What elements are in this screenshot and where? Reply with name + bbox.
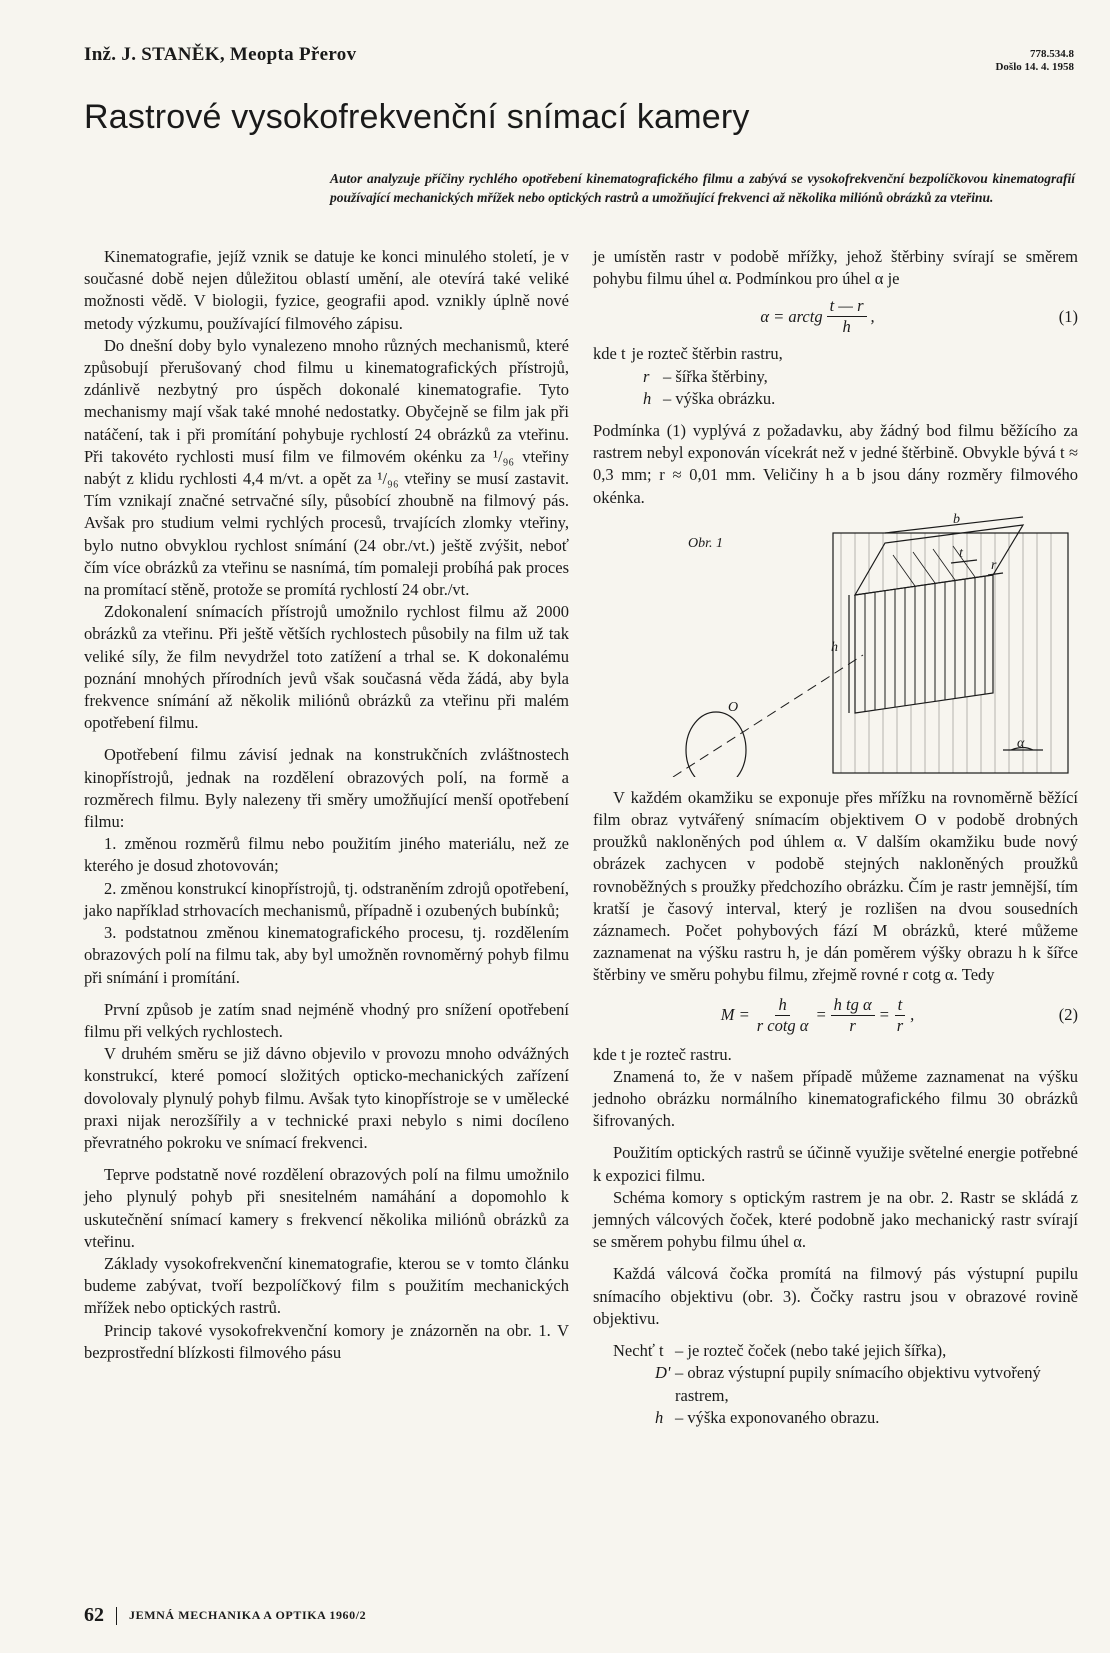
paragraph: Každá válcová čočka promítá na filmový pás výstupní pupilu snímacího objektivu (obr. 3). Čočky rastru jsou v obrazové rovině objektivu.: [593, 1264, 1078, 1328]
udc-code: 778.534.8: [1030, 48, 1074, 60]
left-column: [84, 246, 569, 1364]
paragraph: kde t je rozteč rastru.: [593, 1044, 732, 1064]
paragraph: Teprve podstatně nové rozdělení obrazových polí na filmu umožnilo jeho plynulý pohyb při snesitelném namáhání a dopomohlo k uskutečnění snímací kamery s frekvencí několika miliónů obrázků za vteřinu.: [84, 1165, 569, 1251]
paragraph: V druhém směru se již dávno objevilo v provozu mnoho odvážných konstrukcí, které pomocí složitých opticko-mechanických zařízení dovolovaly plynulý pohyb filmu. Avšak tyto kinopřístroje se v umělecké praxi nijak nerozšířily a v technické praxi nebylo s nimi docíleno převratného pokroku ve snímací frekvenci.: [84, 1044, 569, 1152]
definition-row: kde t je rozteč štěrbin rastru,: [593, 344, 783, 364]
definition-row: h – výška exponovaného obrazu.: [655, 1407, 880, 1427]
list-item: 1. změnou rozměrů filmu nebo použitím jiného materiálu, než ze kterého je dosud zhotovován;: [84, 834, 569, 876]
article-title: Rastrové vysokofrekvenční snímací kamery: [84, 98, 750, 136]
page-number: 62: [84, 1604, 104, 1626]
eq1-denominator: h: [842, 317, 851, 337]
figure-1: [593, 511, 1078, 777]
paragraph: Kinematografie, jejíž vznik se datuje ke konci minulého století, je v současné době nejen důležitou oblastí umění, ale otevírá také veliké možnosti vědě. V biologii, fyzice, geografii apod. vznikly úplně nové metody výzkumu, používající filmového zápisu.: [84, 247, 569, 333]
author-line: Inž. J. STANĚK, Meopta Přerov: [84, 44, 357, 65]
label-h: h: [831, 639, 838, 655]
eq1-fraction: [827, 296, 867, 337]
figure-caption: Obr. 1: [688, 535, 724, 551]
equation-1: α = arctg $\frac{t — r}{h}$ , (1): [760, 296, 1078, 337]
paragraph: Podmínka (1) vyplývá z požadavku, aby žádný bod filmu běžícího za rastrem nebyl exponován vícekrát než v jedné štěrbině. Obvykle bývá t ≈ 0,3 mm; r ≈ 0,01 mm. Veličiny h a b jsou dány rozměry filmového okénka.: [593, 421, 1078, 507]
equation-number: (2): [1058, 1005, 1078, 1025]
paragraph: Schéma komory s optickým rastrem je na obr. 2. Rastr se skládá z jemných válcových čoček, které podobně jako mechanický rastr svírají se směrem pohybu filmu úhel α.: [593, 1187, 1078, 1252]
page-footer: [84, 1604, 366, 1627]
label-r: r: [991, 557, 997, 573]
eq1-lhs: α = arctg: [760, 306, 823, 326]
received-date: Došlo 14. 4. 1958: [995, 61, 1074, 73]
definition-row: h – výška obrázku.: [643, 388, 776, 408]
eq2-fraction-3: $\frac{t}{r}$: [894, 995, 906, 1036]
list-item: 3. podstatnou změnou kinematografického procesu, tj. rozdělením obrazových polí na filmu tak, aby byl umožněn rovnoměrný pohyb filmu při snímání i promítání.: [84, 923, 569, 987]
definition-row: r – šířka štěrbiny,: [643, 366, 768, 386]
eq2-fraction-2: $\frac{\text{h tg α}}{r}$: [831, 995, 875, 1036]
label-alpha: α: [1017, 735, 1025, 751]
journal-name: JEMNÁ MECHANIKA A OPTIKA 1960/2: [129, 1608, 367, 1622]
eq2-fraction-1: $\frac{h}{\text{r cotg α}}$: [756, 994, 809, 1035]
paragraph: Znamená to, že v našem případě můžeme zaznamenat na výšku jednoho obrázku normálního kinematografického filmu 30 obrázků šifrovaných.: [593, 1066, 1078, 1131]
paragraph: Základy vysokofrekvenční kinematografie, kterou se v tomto článku budeme zabývat, tvoří bezpolíčkový film s použitím mechanických mřížek nebo optických rastrů.: [84, 1253, 569, 1318]
footer-divider: [116, 1607, 117, 1625]
equation-2: M = $\frac{h}{\text{r cotg α}}$ = $\frac{\text{h tg α}}{r}$ = $\frac{t}{r}$ , (2): [720, 994, 1078, 1035]
article-meta: [995, 48, 1074, 74]
paragraph: Opotřebení filmu závisí jednak na konstrukčních zvláštnostech kinopřístrojů, jednak na rozdělení obrazových polí, na formě a rozměrech filmu. Byly nalezeny tři směry umožňující menší opotřebení filmu:: [84, 745, 569, 832]
article-abstract: Autor analyzuje příčiny rychlého opotřebení kinematografického filmu a zabývá se vysokofrekvenční bezpolíčkovou kinematografií používající mechanických mřížek nebo optických rastrů a umožňující frekvenci až několika miliónů obrázků za vteřinu.: [330, 171, 1075, 205]
objective-lens: [686, 712, 746, 777]
definition-row: D' – obraz výstupní pupily snímacího objektivu vytvořený rastrem,: [655, 1363, 1041, 1405]
paragraph: Princip takové vysokofrekvenční komory je znázorněn na obr. 1. V bezprostřední blízkosti filmového pásu: [84, 1320, 569, 1362]
dimension-t: [951, 560, 977, 563]
paragraph: Zdokonalení snímacích přístrojů umožnilo rychlost filmu až 2000 obrázků za vteřinu. Při ještě větších rychlostech působily na film už tak veliké síly, že film nevydržel toto zatížení a trhal se. K dokonalému poznání mnohých přírodních jevů však současná věda žádá, aby byla frekvence snímání až několik miliónů obrázků za vteřinu při malém opotřebení filmu.: [84, 602, 569, 733]
label-t: t: [959, 545, 963, 561]
list-item: 2. změnou konstrukcí kinopřístrojů, tj. odstraněním zdrojů opotřebení, jako například strhovacích mechanismů, případně i ozubených bubínků;: [84, 878, 569, 920]
eq1-numerator: t — r: [827, 296, 867, 317]
paragraph: Do dnešní doby bylo vynalezeno mnoho různých mechanismů, které způsobují přerušovaný chod filmu u kinematografických přístrojů, zdánlivě nezbytný pro úspěch dokonalé kinematografie. Tyto mechanismy mají však také mnohé nedostatky. Obyčejně se film jak při natáčení, tak i při promítání pohybuje rychlostí 24 obrázků za vteřinu. Při takovéto rychlosti musí film ve filmovém okénku za ¹/₉₆ vteřiny nabýt z klidu rychlosti 4,4 m/vt. a opět za ¹/₉₆ vteřiny se musí zastavit. Tím vznikají značné setrvačné síly, působící zhoubně na filmový pás. Avšak pro studium velmi rychlých procesů, trvajících zlomky vteřiny, bylo nutno obvyklou rychlost snímání (24 obr./vt.) ještě zvýšit, neboť čím více obrázků za vteřinu se nasnímá, tím pomaleji probíhá pak proces na promítací stěně, protože se promítá rychlostí 24 obr./vt.: [84, 335, 569, 600]
label-o: O: [728, 699, 739, 715]
symbol-definitions: [593, 343, 1078, 410]
raster-grid: [855, 575, 993, 713]
equation-number: (1): [1058, 306, 1078, 326]
symbol-definitions: [593, 1340, 1078, 1429]
paragraph: je umístěn rastr v podobě mřížky, jehož štěrbiny svírají se směrem pohybu filmu úhel α. Podmínkou pro úhel α je: [593, 247, 1078, 289]
paragraph: V každém okamžiku se exponuje přes mřížku na rovnoměrně běžící film obraz vytvářený snímacím objektivem O v podobě drobných proužků nakloněných pod úhlem α. V dalším okamžiku bude nový obrázek zachycen v podobě stejných nakloněných proužků rovnoběžných s proužky předchozího obrázku. Čím je rastr jemnější, tím kratší je časový interval, který je rozlišen na dvou sousedních záznamech. Počet pohybových fází M obrázků, které můžeme zaznamenat na výšku rastru h, je dán poměrem výšky obrazu h k šířce štěrbiny ve směru pohybu filmu, zřejmě rovné r cotg α. Tedy: [593, 787, 1078, 985]
paragraph: První způsob je zatím snad nejméně vhodný pro snížení opotřebení filmu při velkých rychlostech.: [84, 999, 569, 1041]
definition-row: Nechť t – je rozteč čoček (nebo také jejich šířka),: [613, 1341, 947, 1361]
paragraph: Použitím optických rastrů se účinně využije světelné energie potřebné k expozici filmu.: [593, 1143, 1078, 1185]
label-b: b: [953, 511, 960, 527]
right-column: [593, 246, 1078, 1429]
